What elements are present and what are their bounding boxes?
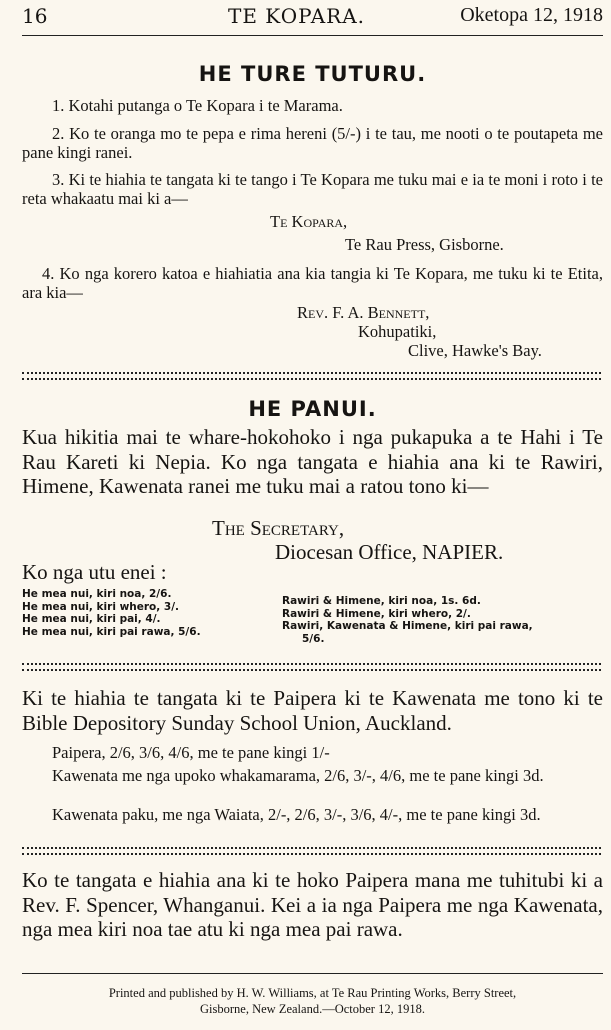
price-list-left — [22, 588, 272, 638]
price-item: He mea nui, kiri noa, 2/6. — [22, 588, 172, 600]
rules-address-1-line-1: Te Kopara, — [270, 212, 348, 231]
header-rule — [22, 35, 603, 36]
price-item: Rawiri & Himene, kiri noa, 1s. 6d. — [282, 595, 481, 607]
price-item: He mea nui, kiri whero, 3/. — [22, 600, 180, 613]
rules-address-2-line-3: Clive, Hawke's Bay. — [408, 341, 542, 360]
rule-item-2: 2. Ko te oranga mo te pepa e rima hereni (5/-) i te tau, me nooti o te poutapeta me pane kingi ranei. — [22, 124, 603, 162]
section-divider — [22, 663, 601, 671]
price-item: 5/6. — [302, 632, 325, 645]
section-divider — [22, 847, 601, 855]
notice-heading: HE PANUI. — [248, 397, 377, 421]
spencer-notice: Ko te tangata e hiahia ana ki te hoko Paipera mana me tuhitubi ki a Rev. F. Spencer, Whanganui. Kei a ia nga Paipera me nga Kawenata, nga mea kiri noa tae atu ki nga mea pai rawa. — [22, 868, 603, 941]
price-item: He mea nui, kiri pai, 4/. — [22, 613, 161, 625]
page-number: 16 — [22, 4, 48, 28]
rule-item-1: 1. Kotahi putanga o Te Kopara i te Marama. — [52, 96, 343, 115]
rule-item-3: 3. Ki te hiahia te tangata ki te tango i Te Kopara me tuku mai e ia te moni i roto i te reta whakaatu mai ki a— — [22, 170, 603, 208]
imprint-line-1: Printed and published by H. W. Williams, at Te Rau Printing Works, Berry Street, — [108, 986, 517, 1000]
footer-rule — [22, 973, 603, 974]
issue-date: Oketopa 12, 1918 — [460, 4, 603, 26]
notice-intro: Kua hikitia mai te whare-hokohoko i nga pukapuka a te Hahi i Te Rau Kareti ki Nepia. Ko nga tangata e hiahia ana ki te Rawiri, Himene, Kawenata ranei me tuku mai a ratou tono ki— — [22, 425, 603, 498]
section-divider — [22, 372, 601, 380]
bible-price-line-2: Kawenata me nga upoko whakamarama, 2/6, 3/-, 4/6, me te pane kingi 3d. — [52, 766, 544, 785]
bible-intro: Ki te hiahia te tangata ki te Paipera ki te Kawenata me tono ki te Bible Depository Sunday School Union, Auckland. — [22, 686, 603, 735]
price-item: He mea nui, kiri pai rawa, 5/6. — [22, 625, 201, 638]
price-item: Rawiri & Himene, kiri whero, 2/. — [282, 607, 471, 620]
rules-heading: HE TURE TUTURU. — [198, 62, 427, 86]
rule-item-4: 4. Ko nga korero katoa e hiahiatia ana kia tangia ki Te Kopara, me tuku ki te Etita, ara kia— — [22, 264, 603, 302]
notice-address-line-1: The Secretary, — [212, 516, 345, 540]
publication-title: TE KOPARA. — [228, 4, 366, 28]
imprint-line-2: Gisborne, New Zealand.—October 12, 1918. — [200, 1002, 425, 1016]
bible-price-line-3: Kawenata paku, me nga Waiata, 2/-, 2/6, 3/-, 3/6, 4/-, me te pane kingi 3d. — [52, 805, 541, 824]
prices-label: Ko nga utu enei : — [22, 560, 167, 584]
rules-address-2-line-1: Rev. F. A. Bennett, — [297, 303, 430, 322]
price-item: Rawiri, Kawenata & Himene, kiri pai rawa, — [282, 620, 533, 632]
notice-address-line-2: Diocesan Office, NAPIER. — [275, 540, 504, 564]
bible-price-line-1: Paipera, 2/6, 3/6, 4/6, me te pane kingi 1/- — [52, 743, 330, 762]
rules-address-2-line-2: Kohupatiki, — [358, 322, 437, 341]
rules-address-1-line-2: Te Rau Press, Gisborne. — [345, 235, 504, 254]
price-list-right — [282, 595, 602, 645]
